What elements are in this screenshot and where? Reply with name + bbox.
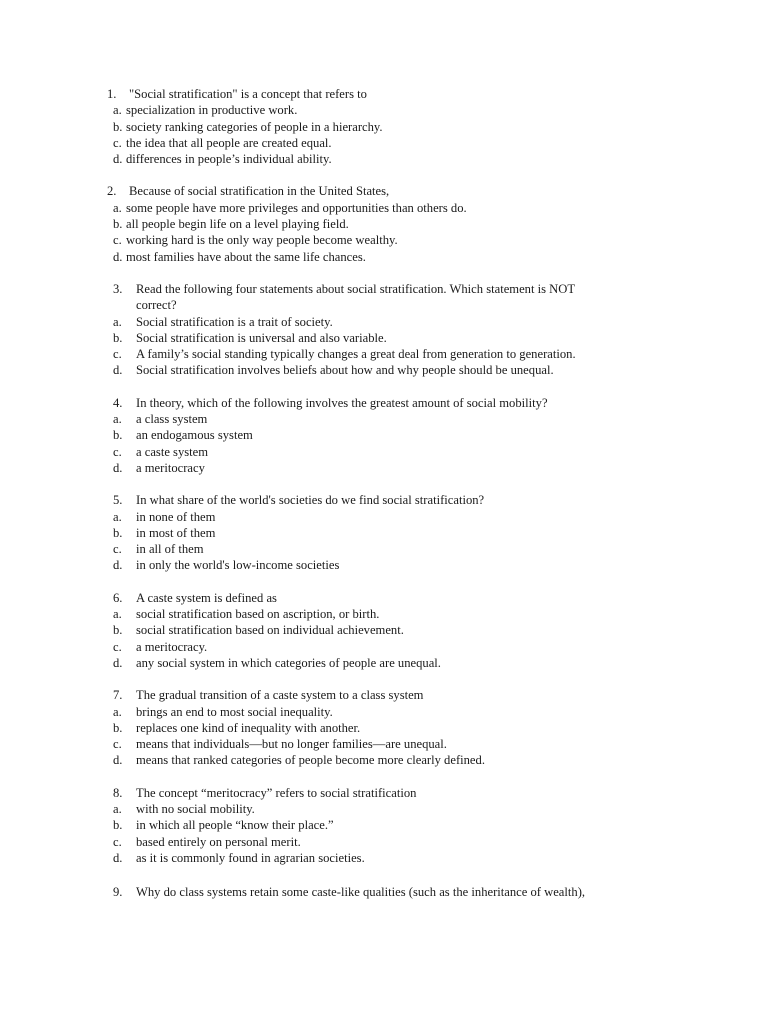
- option-text: means that ranked categories of people become more clearly defined.: [136, 753, 485, 768]
- option-text: Social stratification is universal and also variable.: [136, 330, 387, 345]
- option-text: as it is commonly found in agrarian societies.: [136, 850, 365, 865]
- question-text: The gradual transition of a caste system to a class system: [136, 688, 424, 703]
- continuation-text: correct?: [136, 298, 177, 313]
- option-letter: c.: [113, 834, 122, 849]
- question-4: [0, 395, 768, 476]
- option-text: any social system in which categories of people are unequal.: [136, 655, 441, 670]
- answer-option: [0, 411, 768, 427]
- option-text: Social stratification is a trait of society.: [136, 314, 333, 329]
- question-stem: [0, 183, 768, 199]
- option-letter: c.: [113, 135, 122, 150]
- option-text: a meritocracy: [136, 460, 205, 475]
- answer-option: [0, 135, 768, 151]
- option-letter: b.: [113, 330, 123, 345]
- answer-option: [0, 639, 768, 655]
- answer-option: [0, 200, 768, 216]
- question-number: 3.: [113, 281, 123, 296]
- question-number: 1.: [107, 87, 117, 101]
- question-2: [0, 183, 768, 264]
- option-letter: b.: [113, 818, 123, 833]
- answer-option: [0, 834, 768, 850]
- option-text: Social stratification involves beliefs about how and why people should be unequal.: [136, 363, 554, 378]
- option-letter: b.: [113, 720, 123, 735]
- option-letter: c.: [113, 347, 122, 362]
- question-3: [0, 281, 768, 379]
- option-text: a class system: [136, 412, 208, 427]
- answer-option: [0, 330, 768, 346]
- option-text: social stratification based on individual achievement.: [136, 623, 404, 638]
- option-text: a caste system: [136, 444, 209, 459]
- option-text: in none of them: [136, 509, 216, 524]
- option-letter: b.: [113, 217, 123, 232]
- option-letter: a.: [113, 103, 122, 118]
- option-text: differences in people’s individual ability.: [126, 152, 332, 167]
- answer-option: [0, 314, 768, 330]
- answer-option: [0, 102, 768, 118]
- question-number: 9.: [113, 885, 123, 900]
- answer-option: [0, 541, 768, 557]
- option-letter: b.: [113, 119, 123, 134]
- question-text: A caste system is defined as: [136, 590, 277, 605]
- question-6: [0, 590, 768, 671]
- option-text: working hard is the only way people become wealthy.: [126, 233, 398, 248]
- question-stem: [0, 492, 768, 508]
- answer-option: [0, 606, 768, 622]
- option-letter: d.: [113, 850, 123, 865]
- answer-option: [0, 736, 768, 752]
- option-letter: a.: [113, 801, 122, 816]
- option-letter: a.: [113, 509, 122, 524]
- question-stem: [0, 884, 768, 900]
- answer-option: [0, 655, 768, 671]
- option-text: in which all people “know their place.”: [136, 818, 334, 833]
- answer-option: [0, 622, 768, 638]
- answer-option: [0, 362, 768, 378]
- option-text: replaces one kind of inequality with another.: [136, 720, 361, 735]
- question-number: 8.: [113, 785, 123, 800]
- question-text: In theory, which of the following involves the greatest amount of social mobility?: [136, 395, 548, 410]
- answer-option: [0, 817, 768, 833]
- option-text: an endogamous system: [136, 428, 253, 443]
- option-text: specialization in productive work.: [126, 103, 298, 118]
- question-text: Because of social stratification in the United States,: [129, 184, 390, 199]
- option-text: brings an end to most social inequality.: [136, 704, 333, 719]
- option-text: with no social mobility.: [136, 801, 255, 816]
- option-text: in only the world's low-income societies: [136, 558, 340, 573]
- question-stem: [0, 395, 768, 411]
- answer-option: [0, 509, 768, 525]
- question-text: The concept “meritocracy” refers to social stratification: [136, 785, 417, 800]
- answer-option: [0, 151, 768, 167]
- answer-option: [0, 444, 768, 460]
- option-letter: d.: [113, 558, 123, 573]
- answer-option: [0, 119, 768, 135]
- option-text: all people begin life on a level playing field.: [126, 217, 349, 232]
- answer-option: [0, 704, 768, 720]
- question-1: [0, 86, 768, 167]
- option-letter: d.: [113, 753, 123, 768]
- quiz-page: [0, 86, 768, 916]
- option-letter: b.: [113, 428, 123, 443]
- option-letter: a.: [113, 200, 122, 215]
- option-text: some people have more privileges and opportunities than others do.: [126, 200, 467, 215]
- option-letter: b.: [113, 525, 123, 540]
- answer-option: [0, 427, 768, 443]
- option-letter: a.: [113, 412, 122, 427]
- option-text: in all of them: [136, 542, 204, 557]
- question-text: In what share of the world's societies do we find social stratification?: [136, 493, 485, 508]
- question-text-continuation: [0, 297, 768, 313]
- option-letter: c.: [113, 737, 122, 752]
- option-letter: d.: [113, 655, 123, 670]
- answer-option: [0, 346, 768, 362]
- question-text: Read the following four statements about social stratification. Which statement is NOT: [136, 281, 576, 296]
- option-letter: c.: [113, 444, 122, 459]
- question-stem: [0, 590, 768, 606]
- answer-option: [0, 850, 768, 866]
- question-number: 2.: [107, 184, 117, 199]
- question-stem: [0, 86, 768, 102]
- option-letter: a.: [113, 607, 122, 622]
- answer-option: [0, 801, 768, 817]
- option-text: a meritocracy.: [136, 639, 208, 654]
- option-text: based entirely on personal merit.: [136, 834, 301, 849]
- option-letter: b.: [113, 623, 123, 638]
- question-number: 6.: [113, 590, 123, 605]
- option-text: the idea that all people are created equal.: [126, 135, 332, 150]
- question-9: [0, 884, 768, 900]
- option-text: means that individuals—but no longer families—are unequal.: [136, 737, 447, 752]
- answer-option: [0, 216, 768, 232]
- question-stem: [0, 785, 768, 801]
- question-stem: [0, 281, 768, 297]
- question-8: [0, 785, 768, 866]
- answer-option: [0, 720, 768, 736]
- option-text: most families have about the same life chances.: [126, 249, 366, 264]
- question-number: 4.: [113, 395, 123, 410]
- answer-option: [0, 460, 768, 476]
- option-letter: c.: [113, 639, 122, 654]
- option-letter: a.: [113, 314, 122, 329]
- question-number: 5.: [113, 493, 123, 508]
- option-letter: c.: [113, 542, 122, 557]
- question-text: "Social stratification" is a concept that refers to: [129, 87, 367, 101]
- option-letter: c.: [113, 233, 122, 248]
- option-letter: d.: [113, 249, 123, 264]
- answer-option: [0, 232, 768, 248]
- option-text: in most of them: [136, 525, 216, 540]
- question-text: Why do class systems retain some caste-like qualities (such as the inheritance of wealth),: [136, 885, 586, 900]
- answer-option: [0, 525, 768, 541]
- question-number: 7.: [113, 688, 123, 703]
- option-letter: a.: [113, 704, 122, 719]
- answer-option: [0, 557, 768, 573]
- option-letter: d.: [113, 460, 123, 475]
- option-text: social stratification based on ascription, or birth.: [136, 607, 380, 622]
- option-letter: d.: [113, 152, 123, 167]
- question-5: [0, 492, 768, 573]
- option-text: society ranking categories of people in a hierarchy.: [126, 119, 383, 134]
- option-letter: d.: [113, 363, 123, 378]
- question-7: [0, 687, 768, 768]
- answer-option: [0, 752, 768, 768]
- answer-option: [0, 249, 768, 265]
- question-stem: [0, 687, 768, 703]
- option-text: A family’s social standing typically changes a great deal from generation to generation.: [136, 347, 576, 362]
